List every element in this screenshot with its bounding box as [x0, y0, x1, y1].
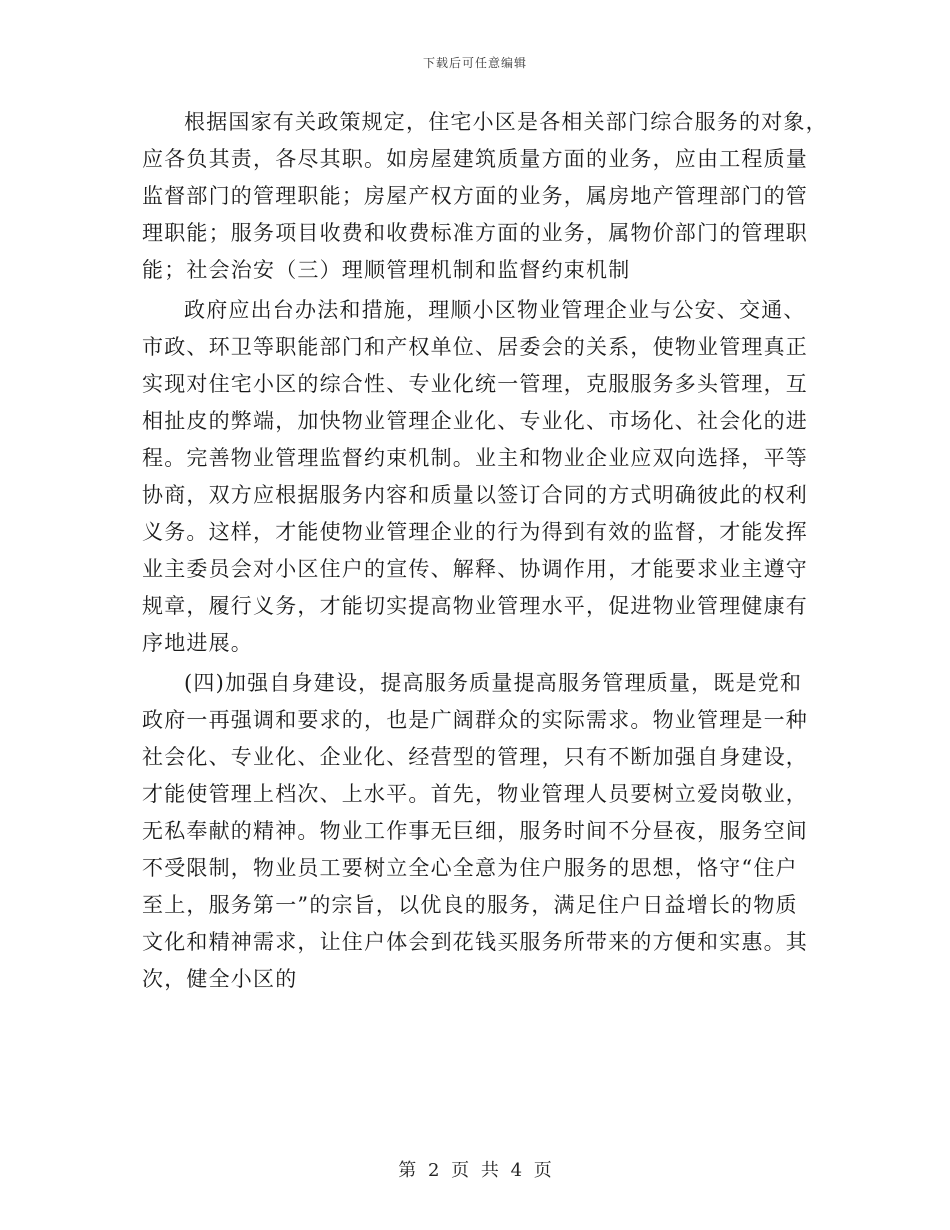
text-line: 文化和精神需求，让住户体会到花钱买服务所带来的方便和实惠。其 — [142, 930, 808, 954]
text-line: 社会化、专业化、企业化、经营型的管理，只有不断加强自身建设， — [142, 745, 808, 769]
text-line: 协商，双方应根据服务内容和质量以签订合同的方式明确彼此的权利 — [142, 483, 808, 507]
page-footer: 第 2 页 共 4 页 — [398, 1160, 552, 1181]
text-line: 无私奉献的精神。物业工作事无巨细，服务时间不分昼夜，服务空间 — [142, 819, 808, 843]
text-line: 业主委员会对小区住户的宣传、解释、协调作用，才能要求业主遵守 — [142, 557, 808, 581]
text-line: 理职能；服务项目收费和收费标准方面的业务，属物价部门的管理职 — [142, 221, 808, 245]
text-line: 监督部门的管理职能；房屋产权方面的业务，属房地产管理部门的管 — [142, 184, 808, 208]
document-body — [142, 104, 828, 1001]
text-line: 政府应出台办法和措施，理顺小区物业管理企业与公安、交通、 — [184, 298, 806, 322]
text-line: 次，健全小区的 — [142, 967, 298, 991]
text-line: (四)加强自身建设，提高服务质量提高服务管理质量，既是党和 — [184, 671, 803, 695]
text-line: 市政、环卫等职能部门和产权单位、居委会的关系，使物业管理真正 — [142, 335, 808, 359]
text-line: 程。完善物业管理监督约束机制。业主和物业企业应双向选择，平等 — [142, 446, 808, 470]
text-line: 规章，履行义务，才能切实提高物业管理水平，促进物业管理健康有 — [142, 594, 808, 618]
paragraph-3 — [142, 665, 810, 998]
text-line: 实现对住宅小区的综合性、专业化统一管理，克服服务多头管理，互 — [142, 372, 808, 396]
text-line: 能；社会治安（三）理顺管理机制和监督约束机制 — [142, 258, 631, 282]
text-line: 政府一再强调和要求的，也是广阔群众的实际需求。物业管理是一种 — [142, 708, 808, 732]
text-line: 义务。这样，才能使物业管理企业的行为得到有效的监督，才能发挥 — [142, 520, 808, 544]
text-line: 才能使管理上档次、上水平。首先，物业管理人员要树立爱岗敬业， — [142, 782, 808, 806]
text-line: 不受限制，物业员工要树立全心全意为住户服务的思想，恪守“住户 — [142, 856, 798, 880]
text-line: 序地进展。 — [142, 631, 253, 655]
paragraph-1 — [142, 104, 828, 289]
page-header-note: 下载后可任意编辑 — [422, 56, 527, 70]
text-line: 相扯皮的弊端，加快物业管理企业化、专业化、市场化、社会化的进 — [142, 409, 808, 433]
text-line: 根据国家有关政策规定，住宅小区是各相关部门综合服务的对象， — [184, 110, 828, 134]
paragraph-2 — [142, 292, 810, 662]
text-line: 应各负其责，各尽其职。如房屋建筑质量方面的业务，应由工程质量 — [142, 147, 808, 171]
text-line: 至上，服务第一”的宗旨，以优良的服务，满足住户日益增长的物质 — [142, 893, 798, 917]
